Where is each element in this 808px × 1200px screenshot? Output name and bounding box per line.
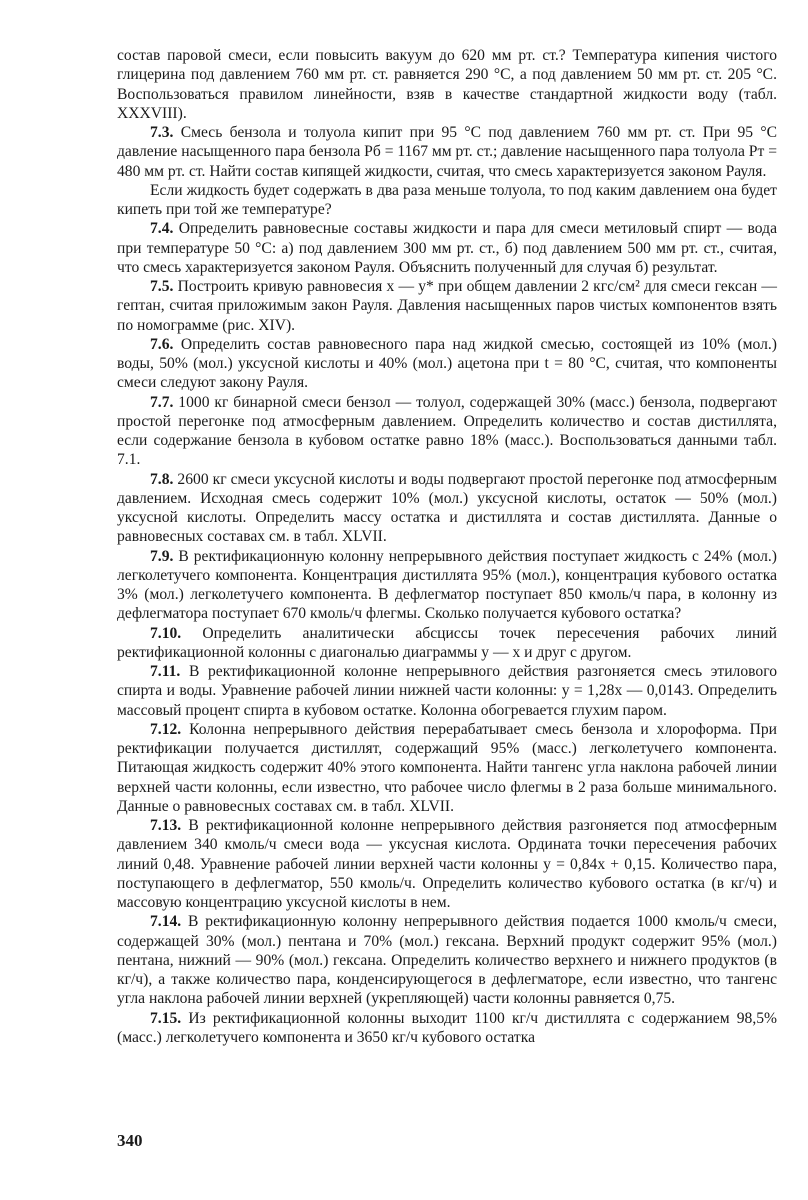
problem-text: Определить равновесные составы жидкости и пара для смеси метиловый спирт — вода при температуре 50 °С: а) под давлением 300 мм рт. ст., б) под давлением 500 мм рт. ст., считая, что смесь характеризуется законом Рауля. Объяснить полученный для случая б) результат. <box>117 220 777 276</box>
problem-number: 7.9. <box>150 547 174 565</box>
problem-7-15 <box>117 1009 777 1048</box>
problem-text: 1000 кг бинарной смеси бензол — толуол, содержащей 30% (масс.) бензола, подвергают простой перегонке под атмосферным давлением. Определить количество и состав дистиллята, если содержание бензола в кубовом остатке равно 18% (масс.). Воспользоваться данными табл. 7.1. <box>117 393 777 469</box>
problem-7-12 <box>117 720 777 816</box>
problem-text: Построить кривую равновесия x — y* при общем давлении 2 кгс/см² для смеси гексан — гептан, считая приложимым закон Рауля. Давления насыщенных паров чистых компонентов взять по номограмме (рис. XIV). <box>117 278 777 334</box>
problem-text: Из ректификационной колонны выходит 1100 кг/ч дистиллята с содержанием 98,5% (масс.) легколетучего компонента и 3650 кг/ч кубового остатка <box>117 1009 777 1046</box>
page-number: 340 <box>117 1131 143 1150</box>
problem-text: В ректификационную колонну непрерывного действия подается 1000 кмоль/ч смеси, содержащей 30% (мол.) пентана и 70% (мол.) гексана. Верхний продукт содержит 95% (мол.) пентана, нижний — 90% (мол.) гексана. Определить количество верхнего и нижнего продуктов (в кг/ч), а также количество пара, конденсирующегося в дефлегматоре, если известно, что тангенс угла наклона рабочей линии верхней (укрепляющей) части колонны равняется 0,75. <box>117 913 777 1008</box>
problem-number: 7.10. <box>150 624 182 642</box>
paragraph-continuation <box>117 46 777 123</box>
problem-text: В ректификационную колонну непрерывного действия поступает жидкость с 24% (мол.) легколетучего компонента. Концентрация дистиллята 95% (мол.), концентрация кубового остатка 3% (мол.) легколетучего компонента. В дефлегматор поступает 850 кмоль/ч пара, в колонну из дефлегматора поступает 670 кмоль/ч флегмы. Сколько получается кубового остатка? <box>117 547 777 623</box>
page-text <box>117 46 777 1047</box>
paragraph-text: Если жидкость будет содержать в два раза меньше толуола, то под каким давлением она будет кипеть при той же температуре? <box>117 181 777 218</box>
problem-7-9 <box>117 547 777 624</box>
problem-7-14 <box>117 912 777 1008</box>
problem-7-7 <box>117 393 777 470</box>
problem-number: 7.3. <box>150 124 174 141</box>
problem-text: В ректификационной колонне непрерывного действия разгоняется под атмосферным давлением 340 кмоль/ч смеси вода — уксусная кислота. Ордината точки пересечения рабочих линий 0,48. Уравнение рабочей линии верхней части колонны y = 0,84x + 0,15. Количество пара, поступающего в дефлегматор, 550 кмоль/ч. Определить количество кубового остатка (в кг/ч) и массовую концентрацию уксусной кислоты в нем. <box>117 817 777 911</box>
problem-7-13 <box>117 816 777 912</box>
problem-7-5 <box>117 277 777 335</box>
problem-7-8 <box>117 470 777 547</box>
paragraph-text: состав паровой смеси, если повысить вакуум до 620 мм рт. ст.? Температура кипения чистого глицерина под давлением 760 мм рт. ст. равняется 290 °С, а под давлением 50 мм рт. ст. 205 °С. Воспользоваться правилом линейности, взяв в качестве стандартной жидкости воду (табл. XXXVIII). <box>117 47 777 122</box>
problem-number: 7.4. <box>150 220 174 238</box>
problem-text: В ректификационной колонне непрерывного действия разгоняется смесь этилового спирта и воды. Уравнение рабочей линии нижней части колонны: y = 1,28x — 0,0143. Определить массовый процент спирта в кубовом остатке. Колонна обогревается глухим паром. <box>117 663 777 719</box>
problem-text: Колонна непрерывного действия перерабатывает смесь бензола и хлороформа. При ректификации получается дистиллят, содержащий 95% (масс.) легколетучего компонента. Питающая жидкость содержит 40% этого компонента. Найти тангенс угла наклона рабочей линии верхней части колонны, если известно, что рабочее число флегмы в 2 раза больше минимального. Данные о равновесных составах см. в табл. XLVII. <box>117 720 777 815</box>
problem-number: 7.12. <box>150 720 182 738</box>
problem-number: 7.7. <box>150 393 174 411</box>
problem-number: 7.14. <box>150 913 182 931</box>
problem-number: 7.5. <box>150 278 174 295</box>
problem-7-3-followup <box>117 181 777 220</box>
problem-7-4 <box>117 219 777 277</box>
problem-text: 2600 кг смеси уксусной кислоты и воды подвергают простой перегонке под атмосферным давлением. Исходная смесь содержит 10% (мол.) уксусной кислоты, остаток — 50% (мол.) уксусной кислоты. Определить массу остатка и дистиллята и состав дистиллята. Данные о равновесных составах см. в табл. XLVII. <box>117 470 778 546</box>
problem-number: 7.11. <box>150 663 181 680</box>
problem-number: 7.8. <box>150 470 174 488</box>
problem-text: Определить аналитически абсциссы точек пересечения рабочих линий ректификационной колонны с диагональю диаграммы y — x и друг с другом. <box>117 624 777 661</box>
problem-text: Смесь бензола и толуола кипит при 95 °С под давлением 760 мм рт. ст. При 95 °С давление насыщенного пара бензола Pб = 1167 мм рт. ст.; давление насыщенного пара толуола Pт = 480 мм рт. ст. Найти состав кипящей жидкости, считая, что смесь характеризуется законом Рауля. <box>117 124 777 180</box>
problem-number: 7.15. <box>150 1009 182 1027</box>
problem-number: 7.6. <box>150 335 174 353</box>
problem-7-10 <box>117 624 777 663</box>
problem-number: 7.13. <box>150 817 182 834</box>
problem-7-6 <box>117 335 777 393</box>
problem-7-11 <box>117 662 777 720</box>
problem-7-3 <box>117 123 777 181</box>
problem-text: Определить состав равновесного пара над жидкой смесью, состоящей из 10% (мол.) воды, 50% (мол.) уксусной кислоты и 40% (мол.) ацетона при t = 80 °С, считая, что компоненты смеси следуют закону Рауля. <box>117 335 777 392</box>
